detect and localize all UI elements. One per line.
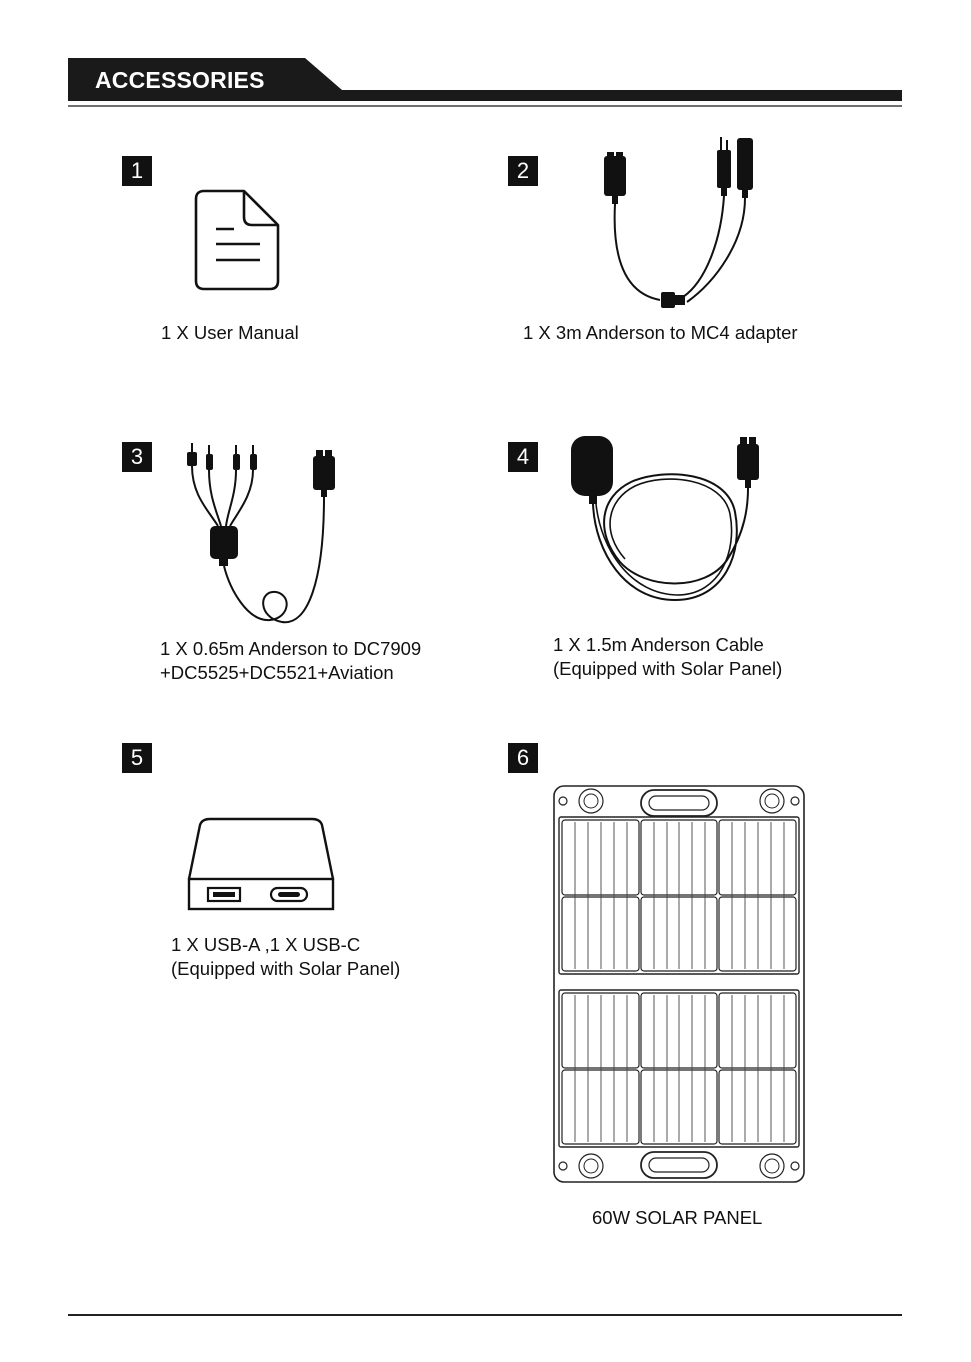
header-banner — [0, 0, 971, 120]
item-caption-5-line2: (Equipped with Solar Panel) — [171, 958, 401, 979]
solar-panel-icon — [553, 785, 805, 1183]
item-caption-4-line1: 1 X 1.5m Anderson Cable — [553, 634, 764, 655]
item-caption-5-line1: 1 X USB-A ,1 X USB-C — [171, 934, 361, 955]
item-number-2: 2 — [508, 156, 538, 186]
item-caption-1: 1 X User Manual — [161, 322, 299, 343]
section-title: ACCESSORIES — [95, 67, 265, 93]
item-caption-3-line2: +DC5525+DC5521+Aviation — [160, 662, 394, 683]
item-caption-4-line2: (Equipped with Solar Panel) — [553, 658, 783, 679]
item-caption-6: 60W SOLAR PANEL — [592, 1207, 763, 1228]
document-icon — [190, 185, 285, 295]
multi-dc-cable-icon — [178, 440, 348, 630]
item-caption-3-line1: 1 X 0.65m Anderson to DC7909 — [160, 638, 422, 659]
item-number-4: 4 — [508, 442, 538, 472]
item-number-3: 3 — [122, 442, 152, 472]
item-caption-2: 1 X 3m Anderson to MC4 adapter — [523, 322, 798, 343]
mc4-adapter-icon — [595, 132, 770, 312]
item-number-5: 5 — [122, 743, 152, 773]
footer-divider — [68, 1314, 902, 1316]
item-number-1: 1 — [122, 156, 152, 186]
item-number-6: 6 — [508, 743, 538, 773]
anderson-cable-icon — [565, 432, 775, 612]
usb-box-icon — [186, 815, 338, 915]
